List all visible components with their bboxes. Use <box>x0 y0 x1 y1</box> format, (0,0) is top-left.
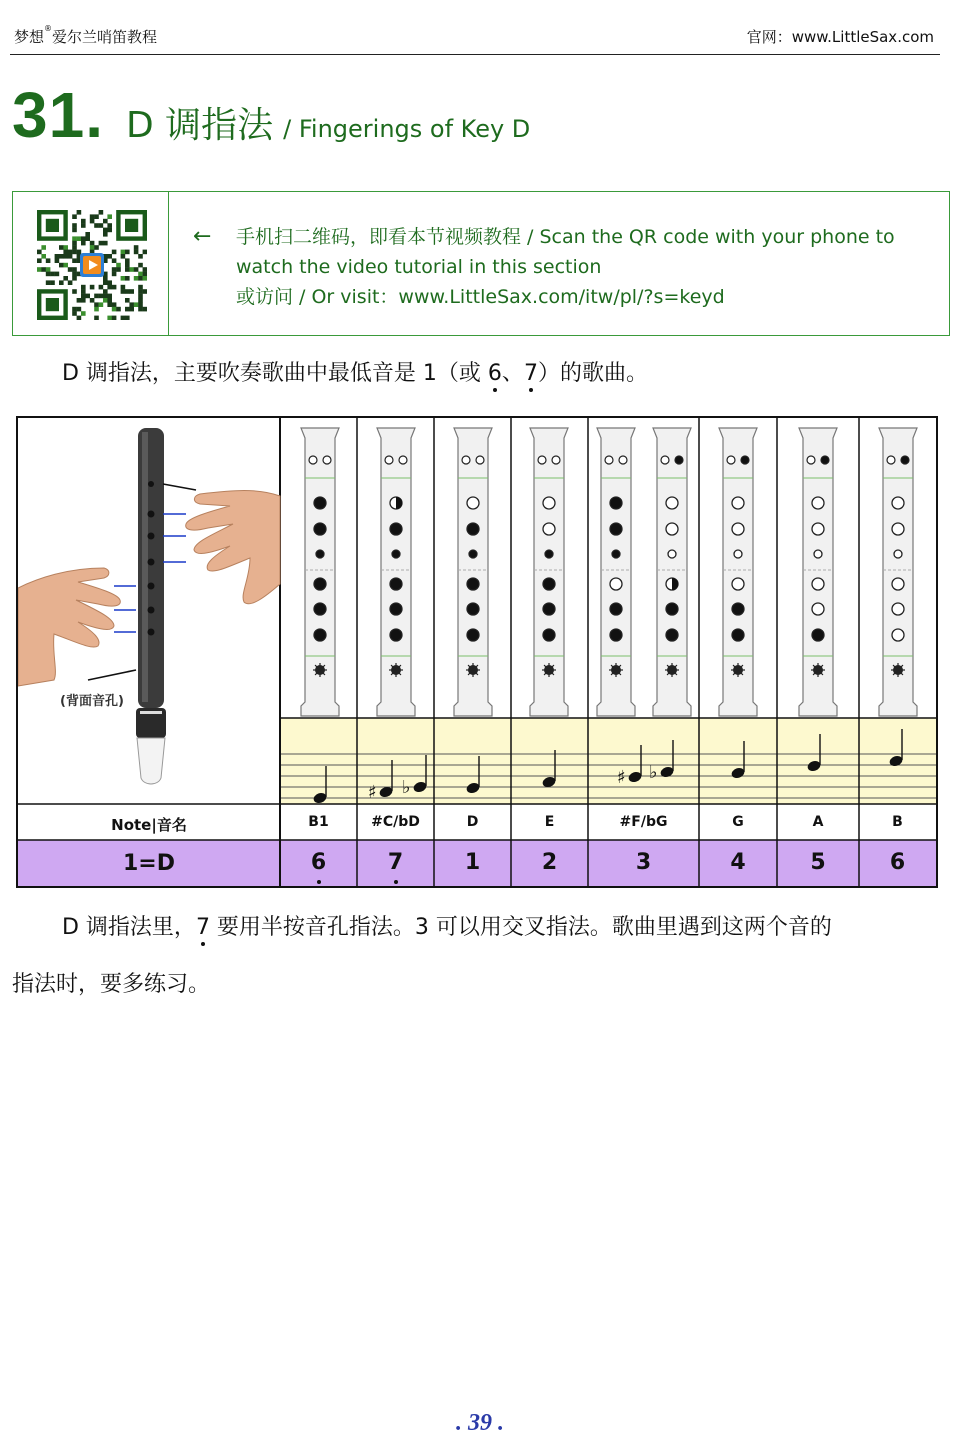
book-title <box>14 26 157 47</box>
note-name: G <box>732 814 744 830</box>
flat-sign: ♭ <box>649 762 658 783</box>
whistle-diagram <box>597 428 635 716</box>
sharp-sign: ♯ <box>368 782 377 803</box>
qr-line-3[interactable]: 或访问 / Or visit：www.LittleSax.com/itw/pl/?s=keyd <box>236 286 725 308</box>
whistle-diagram <box>799 428 837 716</box>
whistle-diagram <box>879 428 917 716</box>
low-seven: 7 <box>523 361 538 386</box>
whistle-diagram <box>530 428 568 716</box>
whistle-hole <box>148 481 154 487</box>
whistle-diagram <box>454 428 492 716</box>
whistle-diagram <box>377 428 415 716</box>
whistle-hole <box>148 607 155 614</box>
brand-suffix: 爱尔兰哨笛教程 <box>52 28 158 46</box>
key-label: 1=D <box>122 851 175 876</box>
note-name: D <box>466 814 479 830</box>
outro-text-b: 要用半按音孔指法。3 可以用交叉指法。歌曲里遇到这两个音的 <box>209 915 832 940</box>
brand-prefix: 梦想 <box>14 28 45 46</box>
note-name: B <box>892 814 903 830</box>
intro-paragraph <box>12 356 960 387</box>
page-number: . 39 . <box>456 1410 504 1436</box>
page-header <box>10 0 940 55</box>
whistle-mouthpiece <box>137 738 165 784</box>
whistle-hole <box>148 511 155 518</box>
section-title <box>12 78 531 151</box>
low-six: 6 <box>487 361 502 386</box>
intro-text-a: D 调指法，主要吹奏歌曲中最低音是 1（或 <box>62 361 488 386</box>
note-name: B1 <box>308 814 329 830</box>
whistle-hole <box>148 533 155 540</box>
intro-sep: 、 <box>501 361 524 386</box>
whistle-diagram <box>653 428 691 716</box>
whistle-hole <box>148 629 155 636</box>
whistle-hole <box>148 583 155 590</box>
scale-degree: 2 <box>541 850 558 875</box>
note-label: Note|音名 <box>111 816 187 834</box>
registered-mark: ® <box>44 24 53 33</box>
sharp-sign: ♯ <box>617 767 626 788</box>
scale-degree: 6 <box>889 850 906 875</box>
pointer-line <box>163 484 196 490</box>
low-octave-dot <box>394 880 398 884</box>
section-title-en: / Fingerings of Key D <box>283 115 531 143</box>
back-hole-label: (背面音孔) <box>60 694 124 709</box>
qr-code-icon[interactable] <box>37 210 147 320</box>
staff-background <box>280 718 936 804</box>
scale-degree: 4 <box>730 850 746 875</box>
scale-degree: 7 <box>357 850 434 875</box>
website-label: 官网：www.LittleSax.com <box>746 28 934 46</box>
whistle-diagram <box>301 428 339 716</box>
qr-instructions <box>193 222 943 312</box>
note-name: A <box>812 814 824 830</box>
note-name: E <box>544 814 555 830</box>
section-number: 31. <box>12 79 104 151</box>
whistle-with-hands-illustration <box>18 428 280 784</box>
qr-line-2: watch the video tutorial in this section <box>236 256 602 278</box>
intro-text-b: ）的歌曲。 <box>537 361 648 386</box>
flat-sign: ♭ <box>402 777 411 798</box>
qr-line-1: 手机扫二维码，即看本节视频教程 / Scan the QR code with your phone to <box>236 226 895 248</box>
qr-cell <box>13 192 169 335</box>
note-name: #C/bD <box>371 814 420 830</box>
whistle-diagram <box>719 428 757 716</box>
arrow-left-icon: ← <box>193 224 212 249</box>
scale-degree: 3 <box>635 850 652 875</box>
outro-line-2: 指法时，要多练习。 <box>12 972 211 997</box>
qr-panel <box>12 191 950 336</box>
low-octave-dot <box>317 880 321 884</box>
section-title-zh: D 调指法 <box>125 105 274 146</box>
scale-degree: 5 <box>810 850 826 875</box>
fingering-chart <box>16 416 938 888</box>
outro-text-a: D 调指法里， <box>62 915 196 940</box>
outro-line-1 <box>12 910 942 941</box>
whistle-hole <box>148 559 155 566</box>
scale-degree: 1 <box>464 850 481 875</box>
whistle-body <box>138 428 164 708</box>
note-name: #F/bG <box>619 814 668 830</box>
pointer-line <box>88 670 136 680</box>
scale-degree: 6 <box>280 850 357 875</box>
outro-low-seven: 7 <box>195 915 210 940</box>
